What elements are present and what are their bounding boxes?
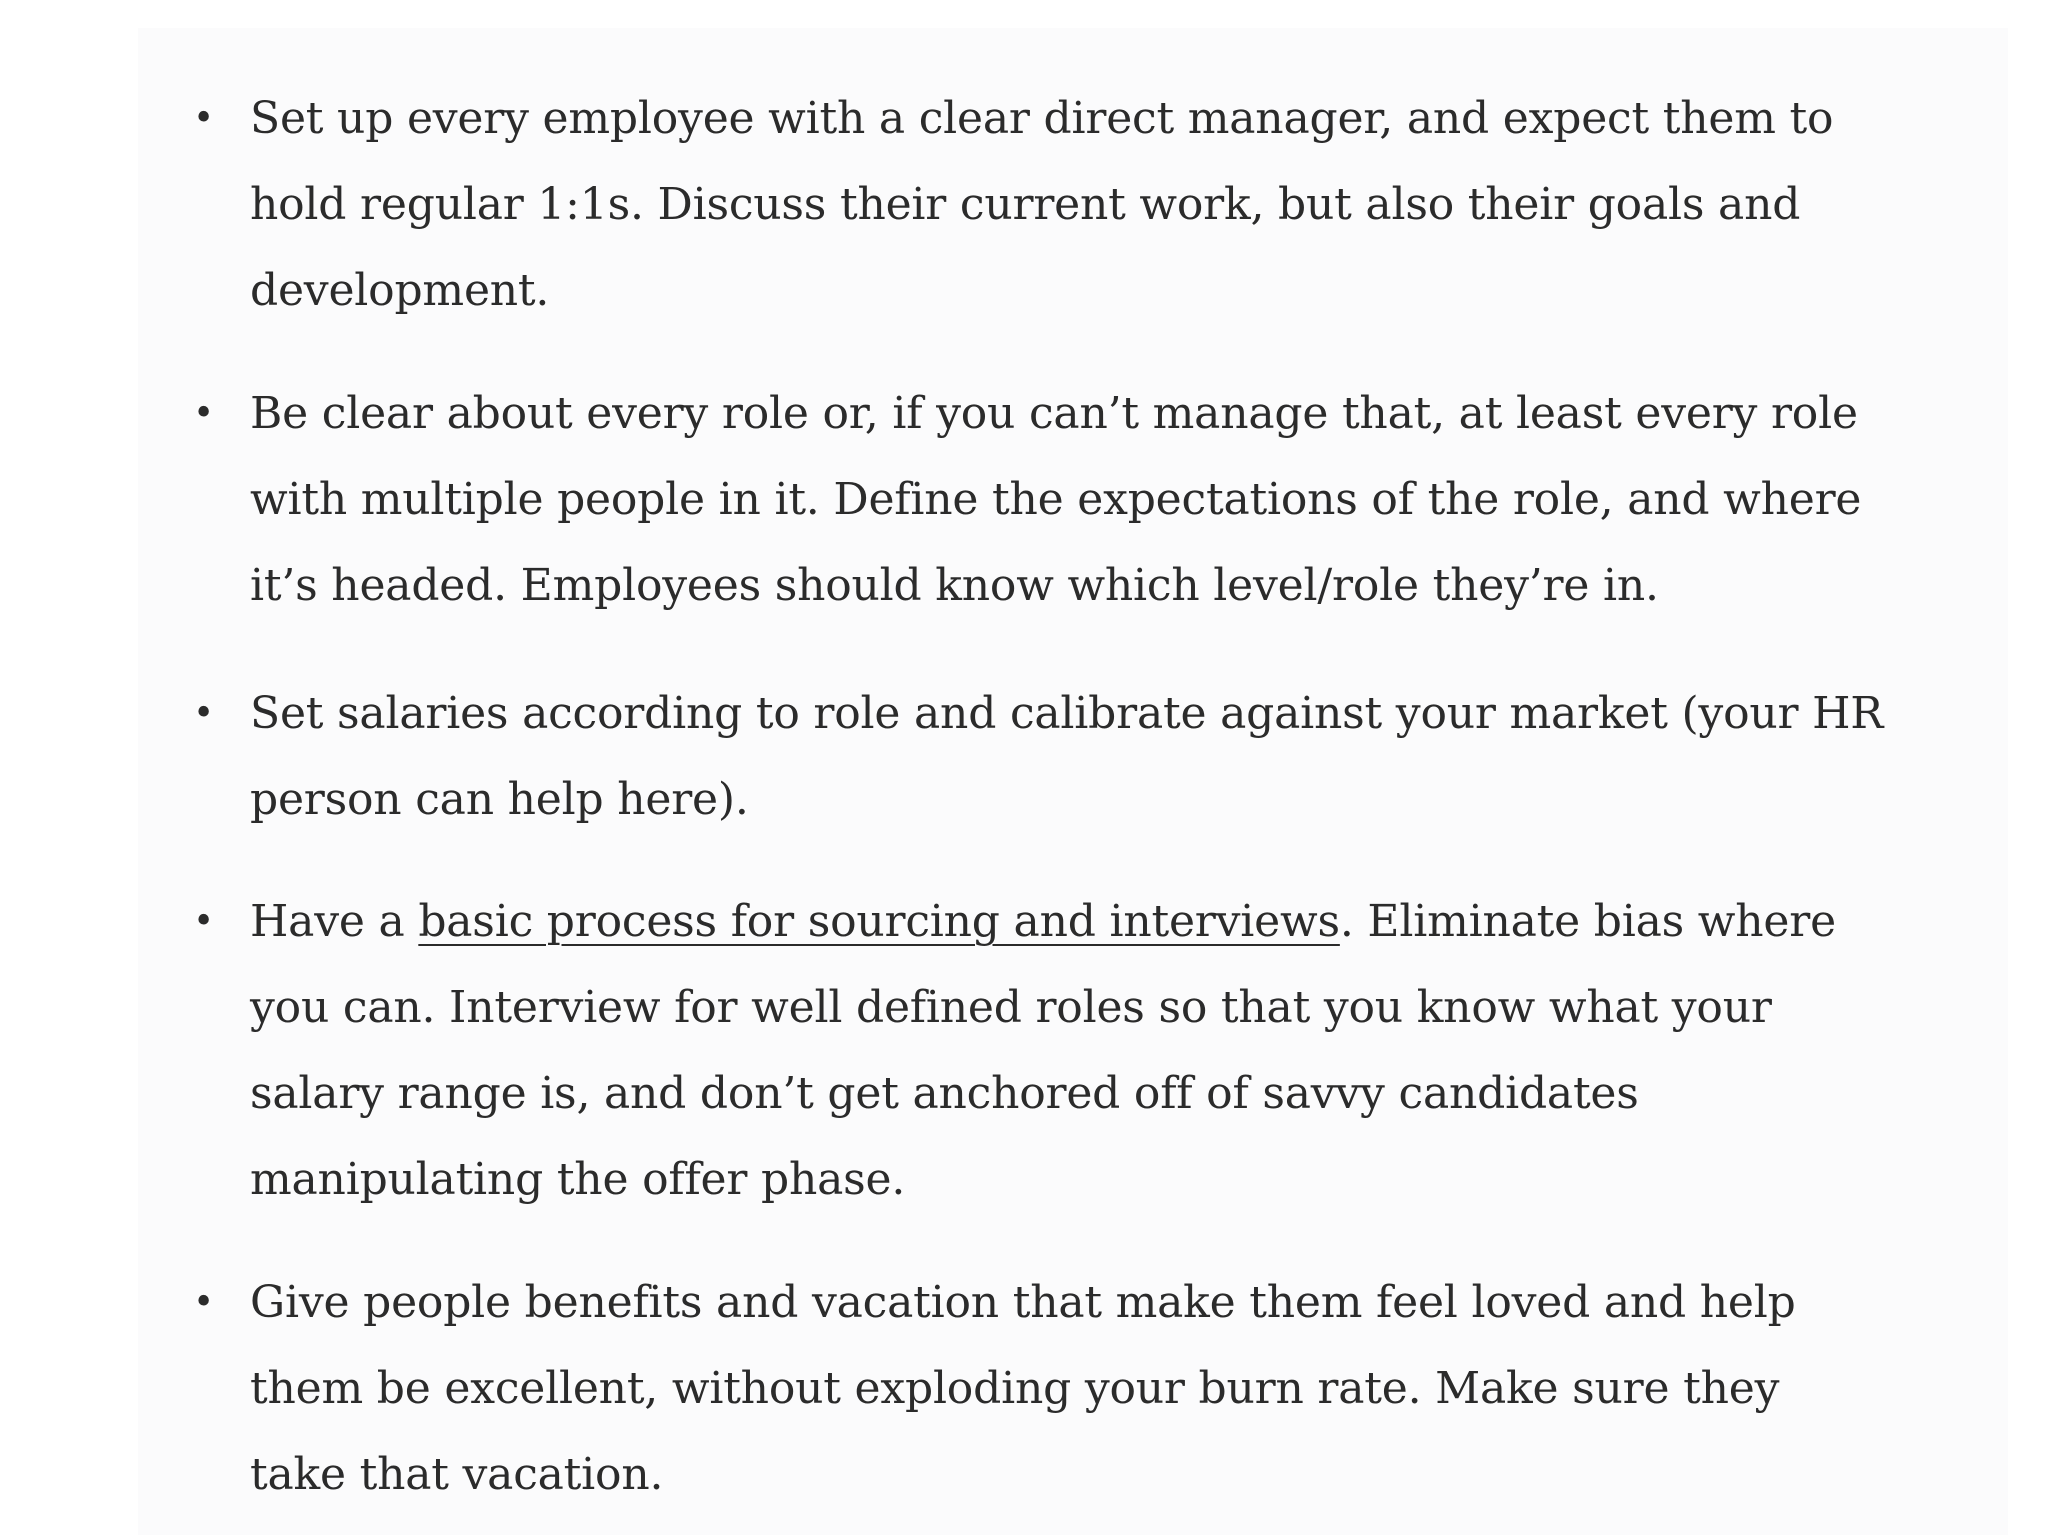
text-line: it’s headed. Employees should know which level/role they’re in. <box>250 560 1659 611</box>
text-line: you can. Interview for well defined roles so that you know what your <box>250 982 1772 1033</box>
text-line: with multiple people in it. Define the expectations of the role, and where <box>250 474 1862 525</box>
list-item-text <box>250 371 2005 629</box>
text-line: development. <box>250 265 550 316</box>
text-line: person can help here). <box>250 774 749 825</box>
text-suffix: . Eliminate bias where <box>1339 896 1836 947</box>
sourcing-interviews-link[interactable]: basic process for sourcing and interviews <box>418 896 1340 947</box>
list-item-text <box>250 76 2005 334</box>
list-item-text <box>250 671 2005 843</box>
text-line: them be excellent, without exploding your burn rate. Make sure they <box>250 1363 1780 1414</box>
text-line: manipulating the offer phase. <box>250 1154 906 1205</box>
text-line: take that vacation. <box>250 1449 664 1500</box>
bullet-icon: • <box>193 393 215 434</box>
content-panel <box>138 28 2008 1535</box>
bullet-icon: • <box>193 1282 215 1323</box>
bullet-icon: • <box>193 901 215 942</box>
list-item-text <box>250 1260 2005 1518</box>
bullet-icon: • <box>193 98 215 139</box>
text-line: Set up every employee with a clear direct manager, and expect them to <box>250 93 1834 144</box>
text-line: salary range is, and don’t get anchored off of savvy candidates <box>250 1068 1639 1119</box>
text-line: Set salaries according to role and calibrate against your market (your HR <box>250 688 1884 739</box>
text-prefix: Have a <box>250 896 419 947</box>
text-line: Give people benefits and vacation that make them feel loved and help <box>250 1277 1796 1328</box>
text-line <box>250 879 2005 965</box>
bullet-icon: • <box>193 693 215 734</box>
text-line: Be clear about every role or, if you can’t manage that, at least every role <box>250 388 1858 439</box>
text-line: hold regular 1:1s. Discuss their current work, but also their goals and <box>250 179 1801 230</box>
list-item-text <box>250 879 2005 1223</box>
